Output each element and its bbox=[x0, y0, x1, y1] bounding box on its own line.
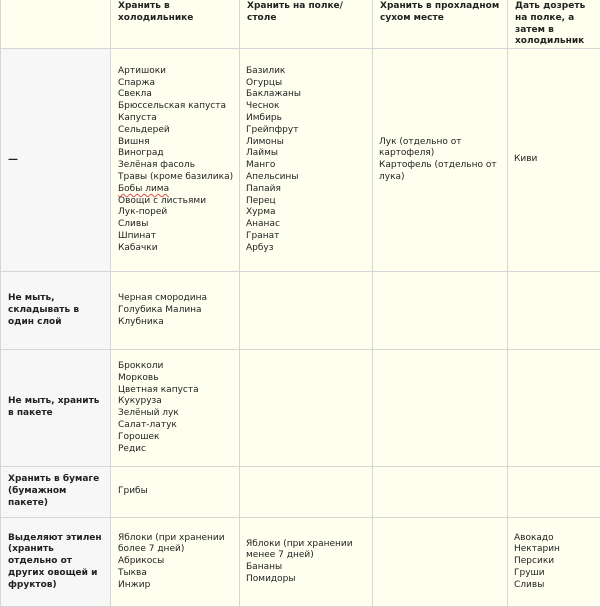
list-item: Нектарин bbox=[514, 544, 596, 556]
cell-fridge bbox=[111, 49, 240, 272]
list-item: Инжир bbox=[118, 580, 235, 592]
cell-cool-dry bbox=[373, 518, 508, 607]
row-label: Не мыть, хранить в пакете bbox=[1, 350, 111, 467]
header-row bbox=[1, 0, 600, 49]
list-item: Апельсины bbox=[246, 172, 368, 184]
list-item: Груши bbox=[514, 568, 596, 580]
list-item: Яблоки (при хранении более 7 дней) bbox=[118, 533, 235, 557]
list-item: Лимоны bbox=[246, 137, 368, 149]
table-row bbox=[1, 350, 600, 467]
list-item: Лук (отдельно от картофеля) bbox=[379, 137, 503, 161]
cell-cool-dry bbox=[373, 467, 508, 518]
header-corner bbox=[1, 0, 111, 49]
list-item: Травы (кроме базилика) bbox=[118, 172, 235, 184]
cell-ripen bbox=[508, 350, 600, 467]
list-item: Редис bbox=[118, 444, 235, 456]
row-label: — bbox=[1, 49, 111, 272]
list-item: Морковь bbox=[118, 373, 235, 385]
cell-shelf bbox=[240, 350, 373, 467]
list-item: Вишня bbox=[118, 137, 235, 149]
list-item: Авокадо bbox=[514, 533, 596, 545]
list-item: Цветная капуста bbox=[118, 385, 235, 397]
row-label: Хранить в бумаге (бумажном пакете) bbox=[1, 467, 111, 518]
cell-fridge bbox=[111, 350, 240, 467]
list-item: Виноград bbox=[118, 148, 235, 160]
list-item: Огурцы bbox=[246, 78, 368, 90]
list-item: Помидоры bbox=[246, 574, 368, 586]
list-item: Сельдерей bbox=[118, 125, 235, 137]
list-item: Кабачки bbox=[118, 243, 235, 255]
cell-shelf bbox=[240, 518, 373, 607]
list-item: Чеснок bbox=[246, 101, 368, 113]
cell-shelf bbox=[240, 467, 373, 518]
list-item: Папайя bbox=[246, 184, 368, 196]
cell-ripen bbox=[508, 467, 600, 518]
cell-shelf bbox=[240, 272, 373, 350]
list-item: Брокколи bbox=[118, 361, 235, 373]
list-item: Ананас bbox=[246, 219, 368, 231]
list-item: Бобы лима bbox=[118, 184, 235, 196]
cell-cool-dry bbox=[373, 350, 508, 467]
list-item: Сливы bbox=[514, 580, 596, 592]
list-item: Перец bbox=[246, 196, 368, 208]
list-item: Горошек bbox=[118, 432, 235, 444]
list-item: Манго bbox=[246, 160, 368, 172]
list-item: Зелёный лук bbox=[118, 408, 235, 420]
list-item: Шпинат bbox=[118, 231, 235, 243]
list-item: Тыква bbox=[118, 568, 235, 580]
list-item: Артишоки bbox=[118, 66, 235, 78]
list-item: Кукуруза bbox=[118, 396, 235, 408]
list-item: Картофель (отдельно от лука) bbox=[379, 160, 503, 184]
list-item: Брюссельская капуста bbox=[118, 101, 235, 113]
list-item: Черная смородина bbox=[118, 293, 235, 305]
list-item: Гранат bbox=[246, 231, 368, 243]
cell-cool-dry bbox=[373, 272, 508, 350]
row-label: Не мыть, складывать в один слой bbox=[1, 272, 111, 350]
cell-cool-dry bbox=[373, 49, 508, 272]
list-item: Абрикосы bbox=[118, 556, 235, 568]
list-item: Бананы bbox=[246, 562, 368, 574]
list-item: Капуста bbox=[118, 113, 235, 125]
list-item: Грибы bbox=[118, 486, 235, 498]
header-shelf: Хранить на полке/столе bbox=[240, 0, 373, 49]
list-item: Овощи с листьями bbox=[118, 196, 235, 208]
cell-fridge bbox=[111, 518, 240, 607]
cell-ripen bbox=[508, 272, 600, 350]
list-item: Киви bbox=[514, 154, 596, 166]
list-item: Лаймы bbox=[246, 148, 368, 160]
list-item: Персики bbox=[514, 556, 596, 568]
header-ripen: Дать дозреть на полке, а затем в холодильник bbox=[508, 0, 600, 49]
list-item: Спаржа bbox=[118, 78, 235, 90]
list-item: Имбирь bbox=[246, 113, 368, 125]
table-row bbox=[1, 518, 600, 607]
table-row bbox=[1, 49, 600, 272]
list-item: Арбуз bbox=[246, 243, 368, 255]
header-cool-dry: Хранить в прохладном сухом месте bbox=[373, 0, 508, 49]
cell-ripen bbox=[508, 518, 600, 607]
cell-fridge bbox=[111, 272, 240, 350]
cell-ripen bbox=[508, 49, 600, 272]
cell-fridge bbox=[111, 467, 240, 518]
list-item: Клубника bbox=[118, 317, 235, 329]
list-item: Голубика Малина bbox=[118, 305, 235, 317]
list-item: Свекла bbox=[118, 89, 235, 101]
list-item: Яблоки (при хранении менее 7 дней) bbox=[246, 539, 368, 563]
cell-shelf bbox=[240, 49, 373, 272]
header-fridge: Хранить в холодильнике bbox=[111, 0, 240, 49]
row-label: Выделяют этилен (хранить отдельно от других овощей и фруктов) bbox=[1, 518, 111, 607]
list-item: Баклажаны bbox=[246, 89, 368, 101]
table-row bbox=[1, 467, 600, 518]
list-item: Сливы bbox=[118, 219, 235, 231]
list-item: Зелёная фасоль bbox=[118, 160, 235, 172]
list-item: Базилик bbox=[246, 66, 368, 78]
list-item: Грейпфрут bbox=[246, 125, 368, 137]
table-row bbox=[1, 272, 600, 350]
list-item: Лук-порей bbox=[118, 207, 235, 219]
list-item: Хурма bbox=[246, 207, 368, 219]
list-item: Салат-латук bbox=[118, 420, 235, 432]
